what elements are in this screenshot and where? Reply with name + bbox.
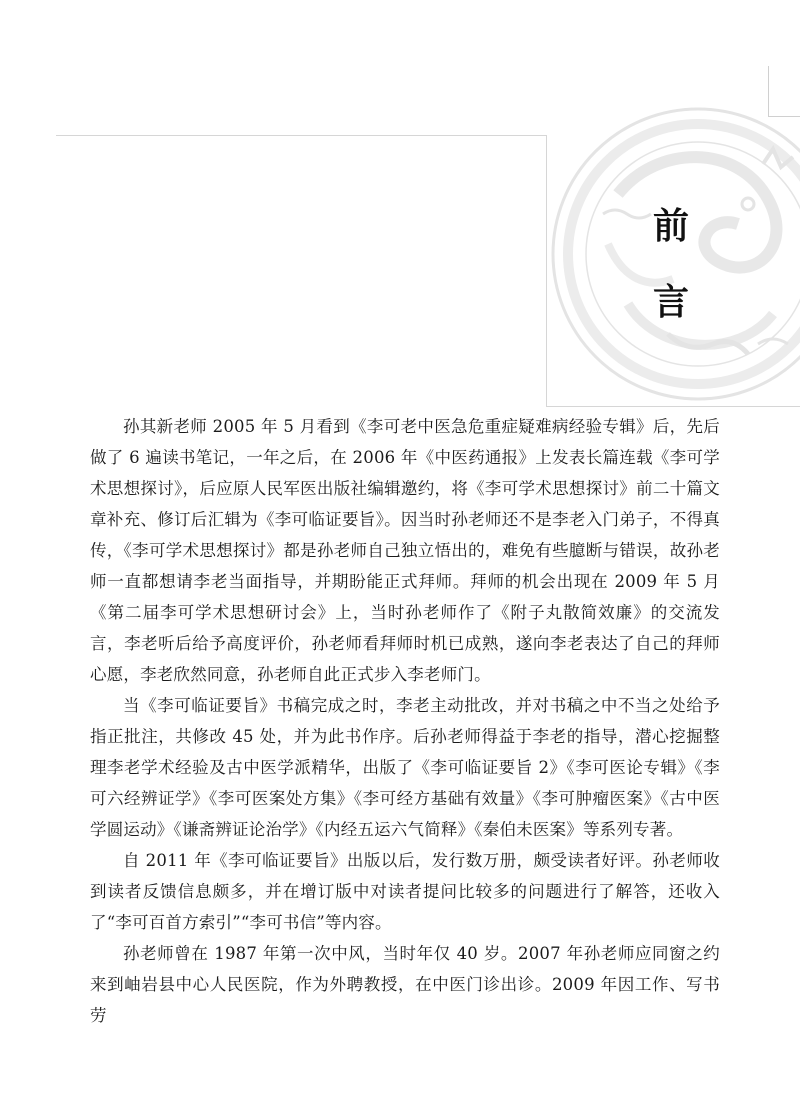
body-text — [90, 411, 720, 1031]
header-rule — [56, 135, 546, 136]
paragraph: 孙老师曾在 1987 年第一次中风，当时年仅 40 岁。2007 年孙老师应同窗之约来到岫岩县中心人民医院，作为外聘教授，在中医门诊出诊。2009 年因工作、写书劳 — [90, 944, 720, 1025]
header-rule — [546, 406, 800, 407]
paragraph: 孙其新老师 2005 年 5 月看到《李可老中医急危重症疑难病经验专辑》后，先后做了 6 遍读书笔记，一年之后，在 2006 年《中医药通报》上发表长篇连载《李可学术思想探讨》，后应原人民军医出版社编辑邀约，将《李可学术思想探讨》前二十篇文章补充、修订后汇辑为《李可临证要旨》。因当时孙老师还不是李老入门弟子，不得真传，《李可学术思想探讨》都是孙老师自己独立悟出的，难免有些臆断与错误，故孙老师一直都想请李老当面指导，并期盼能正式拜师。拜师的机会出现在 2009 年 5 月《第二届李可学术思想研讨会》上，当时孙老师作了《附子丸散简效廉》的交流发言，李老听后给予高度评价，孙老师看拜师时机已成熟，遂向李老表达了自己的拜师心愿，李老欣然同意，孙老师自此正式步入李老师门。 — [90, 417, 720, 684]
paragraph: 当《李可临证要旨》书稿完成之时，李老主动批改，并对书稿之中不当之处给予指正批注，共修改 45 处，并为此书作序。后孙老师得益于李老的指导，潜心挖掘整理李老学术经验及古中医学派精华，出版了《李可临证要旨 2》《李可医论专辑》《李可六经辨证学》《李可医案处方集》《李可经方基础有效量》《李可肿瘤医案》《古中医学圆运动》《谦斋辨证论治学》《内经五运六气简释》《秦伯未医案》等系列专著。 — [90, 696, 720, 839]
dragon-emblem-icon — [548, 104, 800, 404]
header-rule — [546, 135, 547, 407]
heading-char: 言 — [652, 281, 689, 323]
paragraph: 自 2011 年《李可临证要旨》出版以后，发行数万册，颇受读者好评。孙老师收到读者反馈信息颇多，并在增订版中对读者提问比较多的问题进行了解答，还收入了“李可百首方索引”“李可书信”等内容。 — [90, 851, 720, 932]
heading-char: 前 — [652, 205, 689, 247]
